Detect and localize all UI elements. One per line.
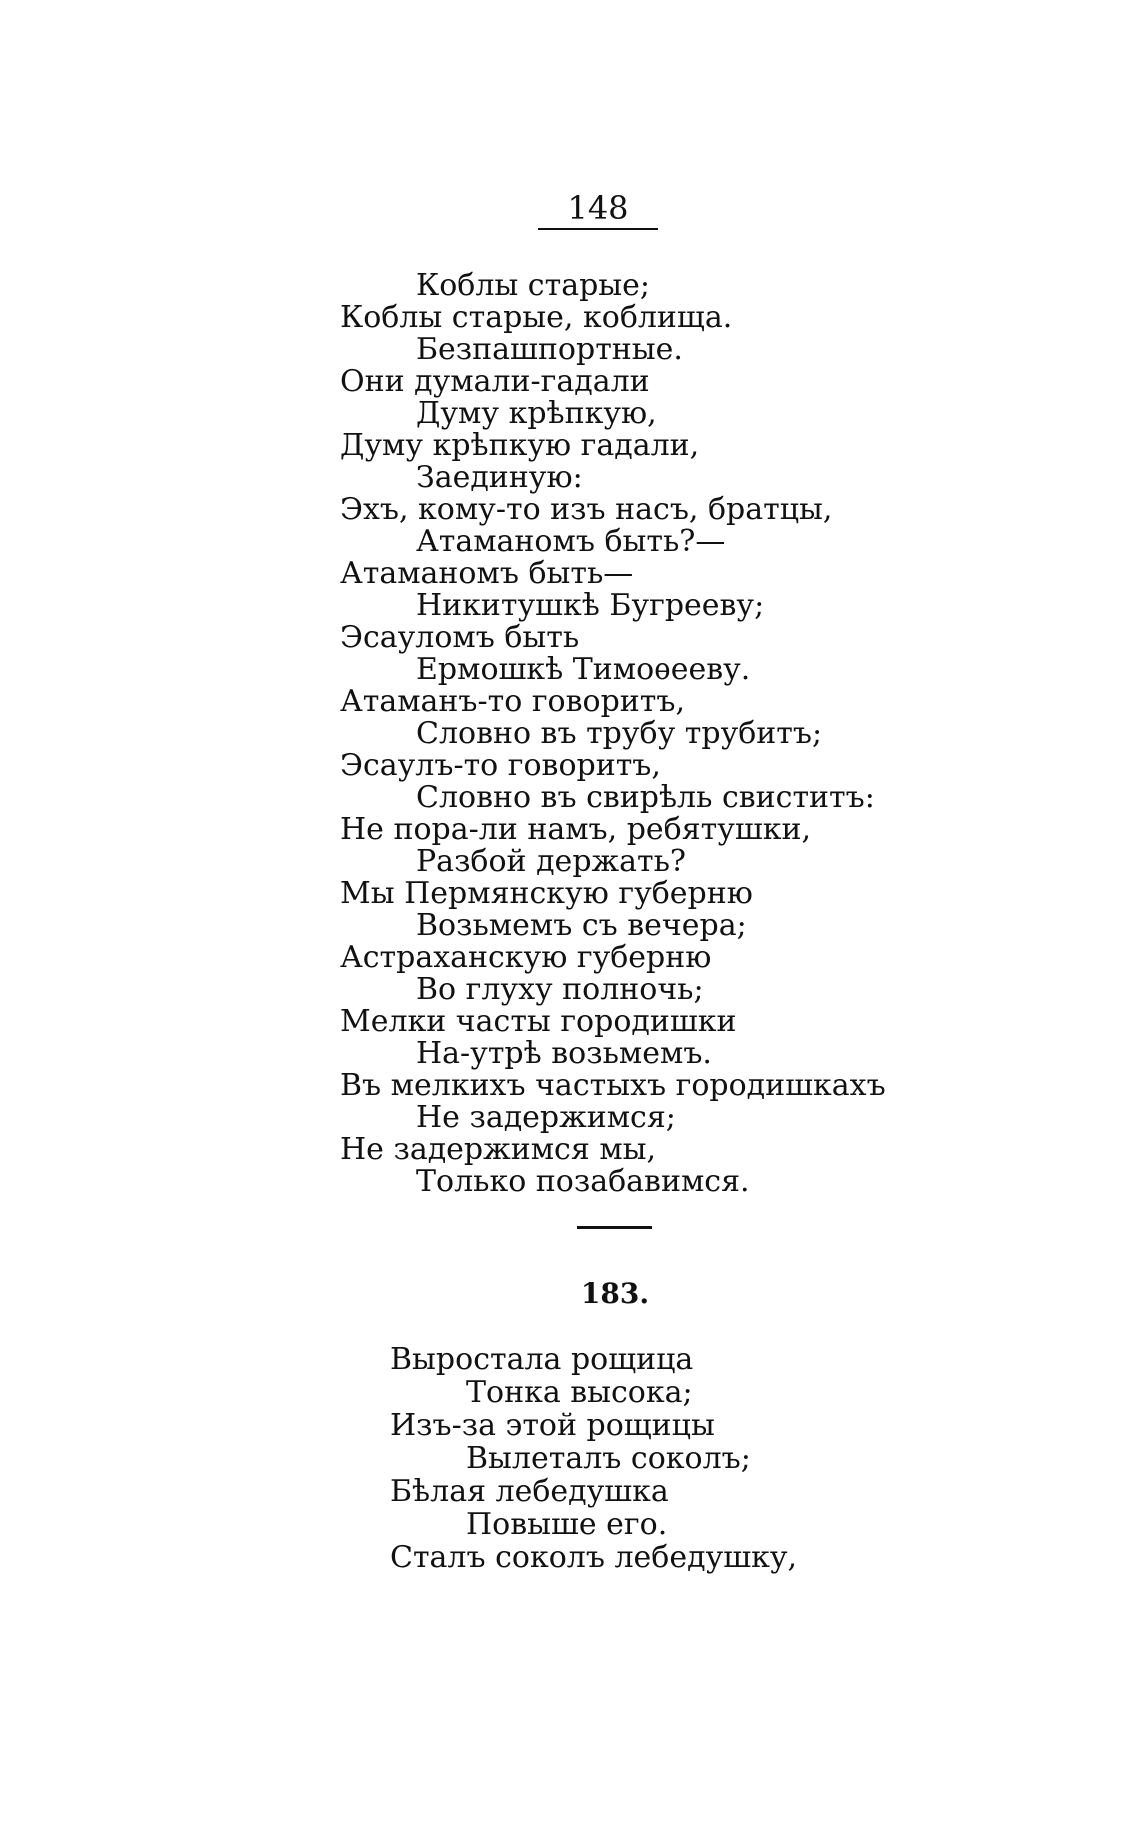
poem-line: Словно въ свирѣль свиститъ: xyxy=(416,780,875,815)
poem-line: Мелки часты городишки xyxy=(340,1004,737,1039)
poem-line: Не пора-ли намъ, ребятушки, xyxy=(340,812,812,847)
poem-line: Возьмемъ съ вечера; xyxy=(416,908,747,943)
poem-line: Безпашпортные. xyxy=(416,332,683,367)
poem-line: На-утрѣ возьмемъ. xyxy=(416,1036,712,1071)
poem-line: Повыше его. xyxy=(466,1507,668,1542)
poem-line: Въ мелкихъ частыхъ городишкахъ xyxy=(340,1068,886,1103)
poem-line: Бѣлая лебедушка xyxy=(390,1474,669,1509)
poem-line: Тонка высока; xyxy=(466,1375,693,1410)
poem-line: Думу крѣпкую, xyxy=(416,396,657,431)
poem-line: Выростала рощица xyxy=(390,1342,694,1377)
poem-line: Вылеталъ соколъ; xyxy=(466,1441,751,1476)
poem-line: Думу крѣпкую гадали, xyxy=(340,428,700,463)
poem-line: Ермошкѣ Тимоѳееву. xyxy=(416,652,751,687)
poem-line: Эхъ, кому-то изъ насъ, братцы, xyxy=(340,492,833,527)
poem-line: Они думали-гадали xyxy=(340,364,650,399)
page-number: 148 xyxy=(567,189,629,227)
poem-line: Только позабавимся. xyxy=(416,1164,750,1199)
section-divider xyxy=(577,1226,652,1229)
poem-line: Заединую: xyxy=(416,460,583,495)
poem-line: Не задержимся; xyxy=(416,1100,676,1135)
poem-line: Мы Пермянскую губерню xyxy=(340,876,753,911)
poem-line: Эсаулъ-то говоритъ, xyxy=(340,748,661,783)
poem-line: Разбой держать? xyxy=(416,844,687,879)
poem-stanza-first xyxy=(340,270,886,1198)
poem-line: Изъ-за этой рощицы xyxy=(390,1408,715,1443)
poem-line: Никитушкѣ Бугрееву; xyxy=(416,588,765,623)
poem-line: Атаманомъ быть?— xyxy=(416,524,726,559)
section-number: 183. xyxy=(580,1277,650,1310)
poem-line: Атаманомъ быть— xyxy=(340,556,634,591)
poem-stanza-second xyxy=(390,1343,797,1574)
poem-line: Сталъ соколъ лебедушку, xyxy=(390,1540,798,1575)
poem-line: Эсауломъ быть xyxy=(340,620,580,655)
poem-line: Коблы старые; xyxy=(416,268,651,303)
poem-line: Астраханскую губерню xyxy=(340,940,712,975)
page-number-rule xyxy=(538,228,658,230)
poem-line: Атаманъ-то говоритъ, xyxy=(340,684,685,719)
poem-line: Коблы старые, коблища. xyxy=(340,300,733,335)
poem-line: Не задержимся мы, xyxy=(340,1132,657,1167)
poem-line: Во глуху полночь; xyxy=(416,972,704,1007)
poem-line: Словно въ трубу трубитъ; xyxy=(416,716,823,751)
